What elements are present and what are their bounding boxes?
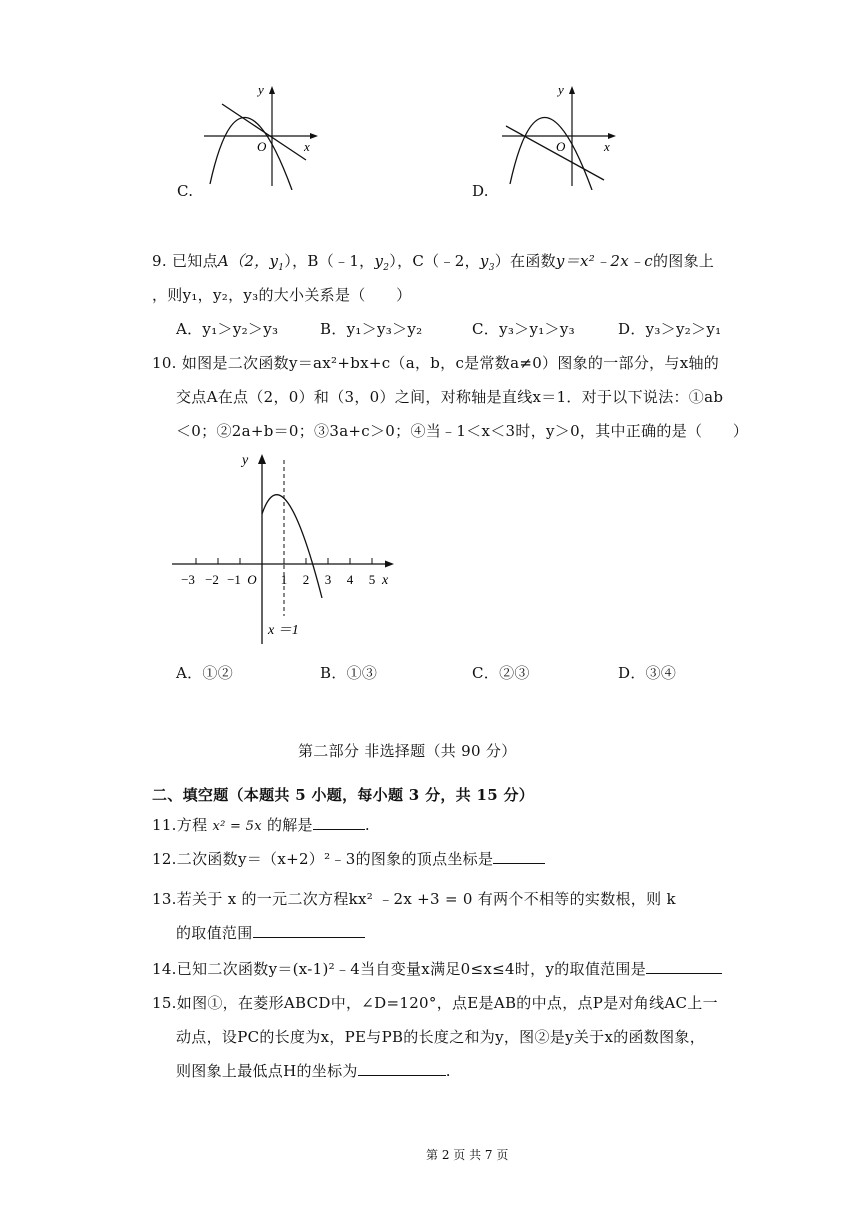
q9-line1: 9. 已知点A（2，$y_1$），B（﹣1，$y_2$），C（﹣2，$y_3$）在函数y＝x²﹣2x﹣c的图象上 [152,252,715,273]
q10-option-c: C．②③ [472,664,530,682]
q10-line3: ＜0；②2a+b＝0；③3a+c＞0；④当﹣1＜x＜3时，y＞0，其中正确的是（ ） [176,422,749,440]
q10-line1 [152,352,719,373]
q10-symmetry-label: x ＝1 [268,623,299,638]
q9-func: y＝x²﹣2x﹣c [555,252,653,270]
q9-p4: ）在函数 [494,252,556,270]
q11-number: 11. [152,816,177,834]
q8c-y-label: y [258,82,264,97]
q12 [152,848,545,869]
q10-option-d: D．③④ [618,664,677,682]
q15-line1-text: 如图①，在菱形ABCD中，∠D=120°，点E是AB的中点，点P是对角线AC上一 [176,994,718,1012]
q10-tick-1: 1 [280,572,288,587]
q9-p2: ），B（﹣1， [284,252,375,270]
q11-end: . [364,816,370,834]
q8c-x-label: x [304,139,310,154]
q9-p1: A（2， [217,252,270,270]
q11 [152,814,370,835]
q11-equation: x² = 5x [212,819,262,834]
part2-title: 第二部分 非选择题（共 90 分） [298,742,517,760]
q8-graph-c [200,78,330,190]
q10-tick-neg2: −2 [205,572,219,587]
q10-graph [168,448,400,648]
q15-line3-text: 则图象上最低点H的坐标为 [176,1062,358,1080]
q14-text: 已知二次函数y＝(x-1)²﹣4当自变量x满足0≤x≤4时，y的取值范围是 [176,960,647,978]
q8-graph-d [498,78,628,190]
q10-origin-label: O [247,572,257,587]
q11-text-a: 方程 [176,816,208,834]
q11-answer-blank[interactable] [313,815,365,830]
q11-text-b: 的解是 [266,816,313,834]
section2-title: 二、填空题（本题共 5 小题，每小题 3 分，共 15 分） [152,786,535,804]
q9-text-b: 的图象上 [652,252,715,270]
q10-x-label: x [382,573,389,588]
q15-line3 [176,1060,451,1081]
q9-option-b: B．y₁＞y₃＞y₂ [320,320,423,338]
q9-option-c: C．y₃＞y₁＞y₃ [472,320,575,338]
q13-line2 [176,922,365,943]
q8d-y-label: y [558,82,564,97]
q10-number: 10. [152,354,177,372]
q9-number: 9. [152,252,167,270]
q10-y-label: y [242,453,249,468]
q9-text-a: 已知点 [172,252,218,270]
q10-line1-text: 如图是二次函数y＝ax²+bx+c（a，b，c是常数a≠0）图象的一部分，与x轴的 [181,354,720,372]
q13-answer-blank[interactable] [253,923,365,938]
q10-option-b: B．①③ [320,664,378,682]
q13-line2-text: 的取值范围 [176,924,253,942]
q9-option-d: D．y₃＞y₂＞y₁ [618,320,722,338]
q10-tick-neg1: −1 [227,572,241,587]
q12-text: 二次函数y＝（x+2）²﹣3的图象的顶点坐标是 [176,850,494,868]
q9-option-a: A．y₁＞y₂＞y₃ [176,320,279,338]
q8d-origin-label: O [556,139,566,154]
q8c-origin-label: O [257,139,267,154]
q8d-x-label: x [604,139,610,154]
q10-option-a: A．①② [176,664,234,682]
page-footer: 第 2 页 共 7 页 [426,1148,509,1162]
q13-line1-text: 若关于 x 的一元二次方程kx² ﹣2x +3 = 0 有两个不相等的实数根，则 k [176,890,676,908]
q9-line2: ，则y₁，y₂，y₃的大小关系是（ ） [152,286,412,304]
q15-line1 [152,992,718,1013]
q10-tick-3: 3 [324,572,332,587]
q13-line1 [152,888,676,909]
q13-number: 13. [152,890,177,908]
q8-option-d-label: D. [472,182,489,200]
q15-end: . [445,1062,451,1080]
q15-number: 15. [152,994,177,1012]
q15-line2: 动点，设PC的长度为x，PE与PB的长度之和为y，图②是y关于x的函数图象， [176,1028,705,1046]
q12-answer-blank[interactable] [493,849,545,864]
q10-tick-neg3: −3 [181,572,195,587]
q14-number: 14. [152,960,177,978]
q10-tick-4: 4 [346,572,354,587]
q8-option-c-label: C. [177,182,194,200]
q14 [152,958,722,979]
q10-tick-2: 2 [302,572,310,587]
q15-answer-blank[interactable] [358,1061,446,1076]
q14-answer-blank[interactable] [646,959,722,974]
q10-line2: 交点A在点（2，0）和（3，0）之间，对称轴是直线x＝1．对于以下说法：①ab [176,388,724,406]
q10-tick-5: 5 [368,572,376,587]
q9-p3: ），C（﹣2， [389,252,480,270]
q12-number: 12. [152,850,177,868]
